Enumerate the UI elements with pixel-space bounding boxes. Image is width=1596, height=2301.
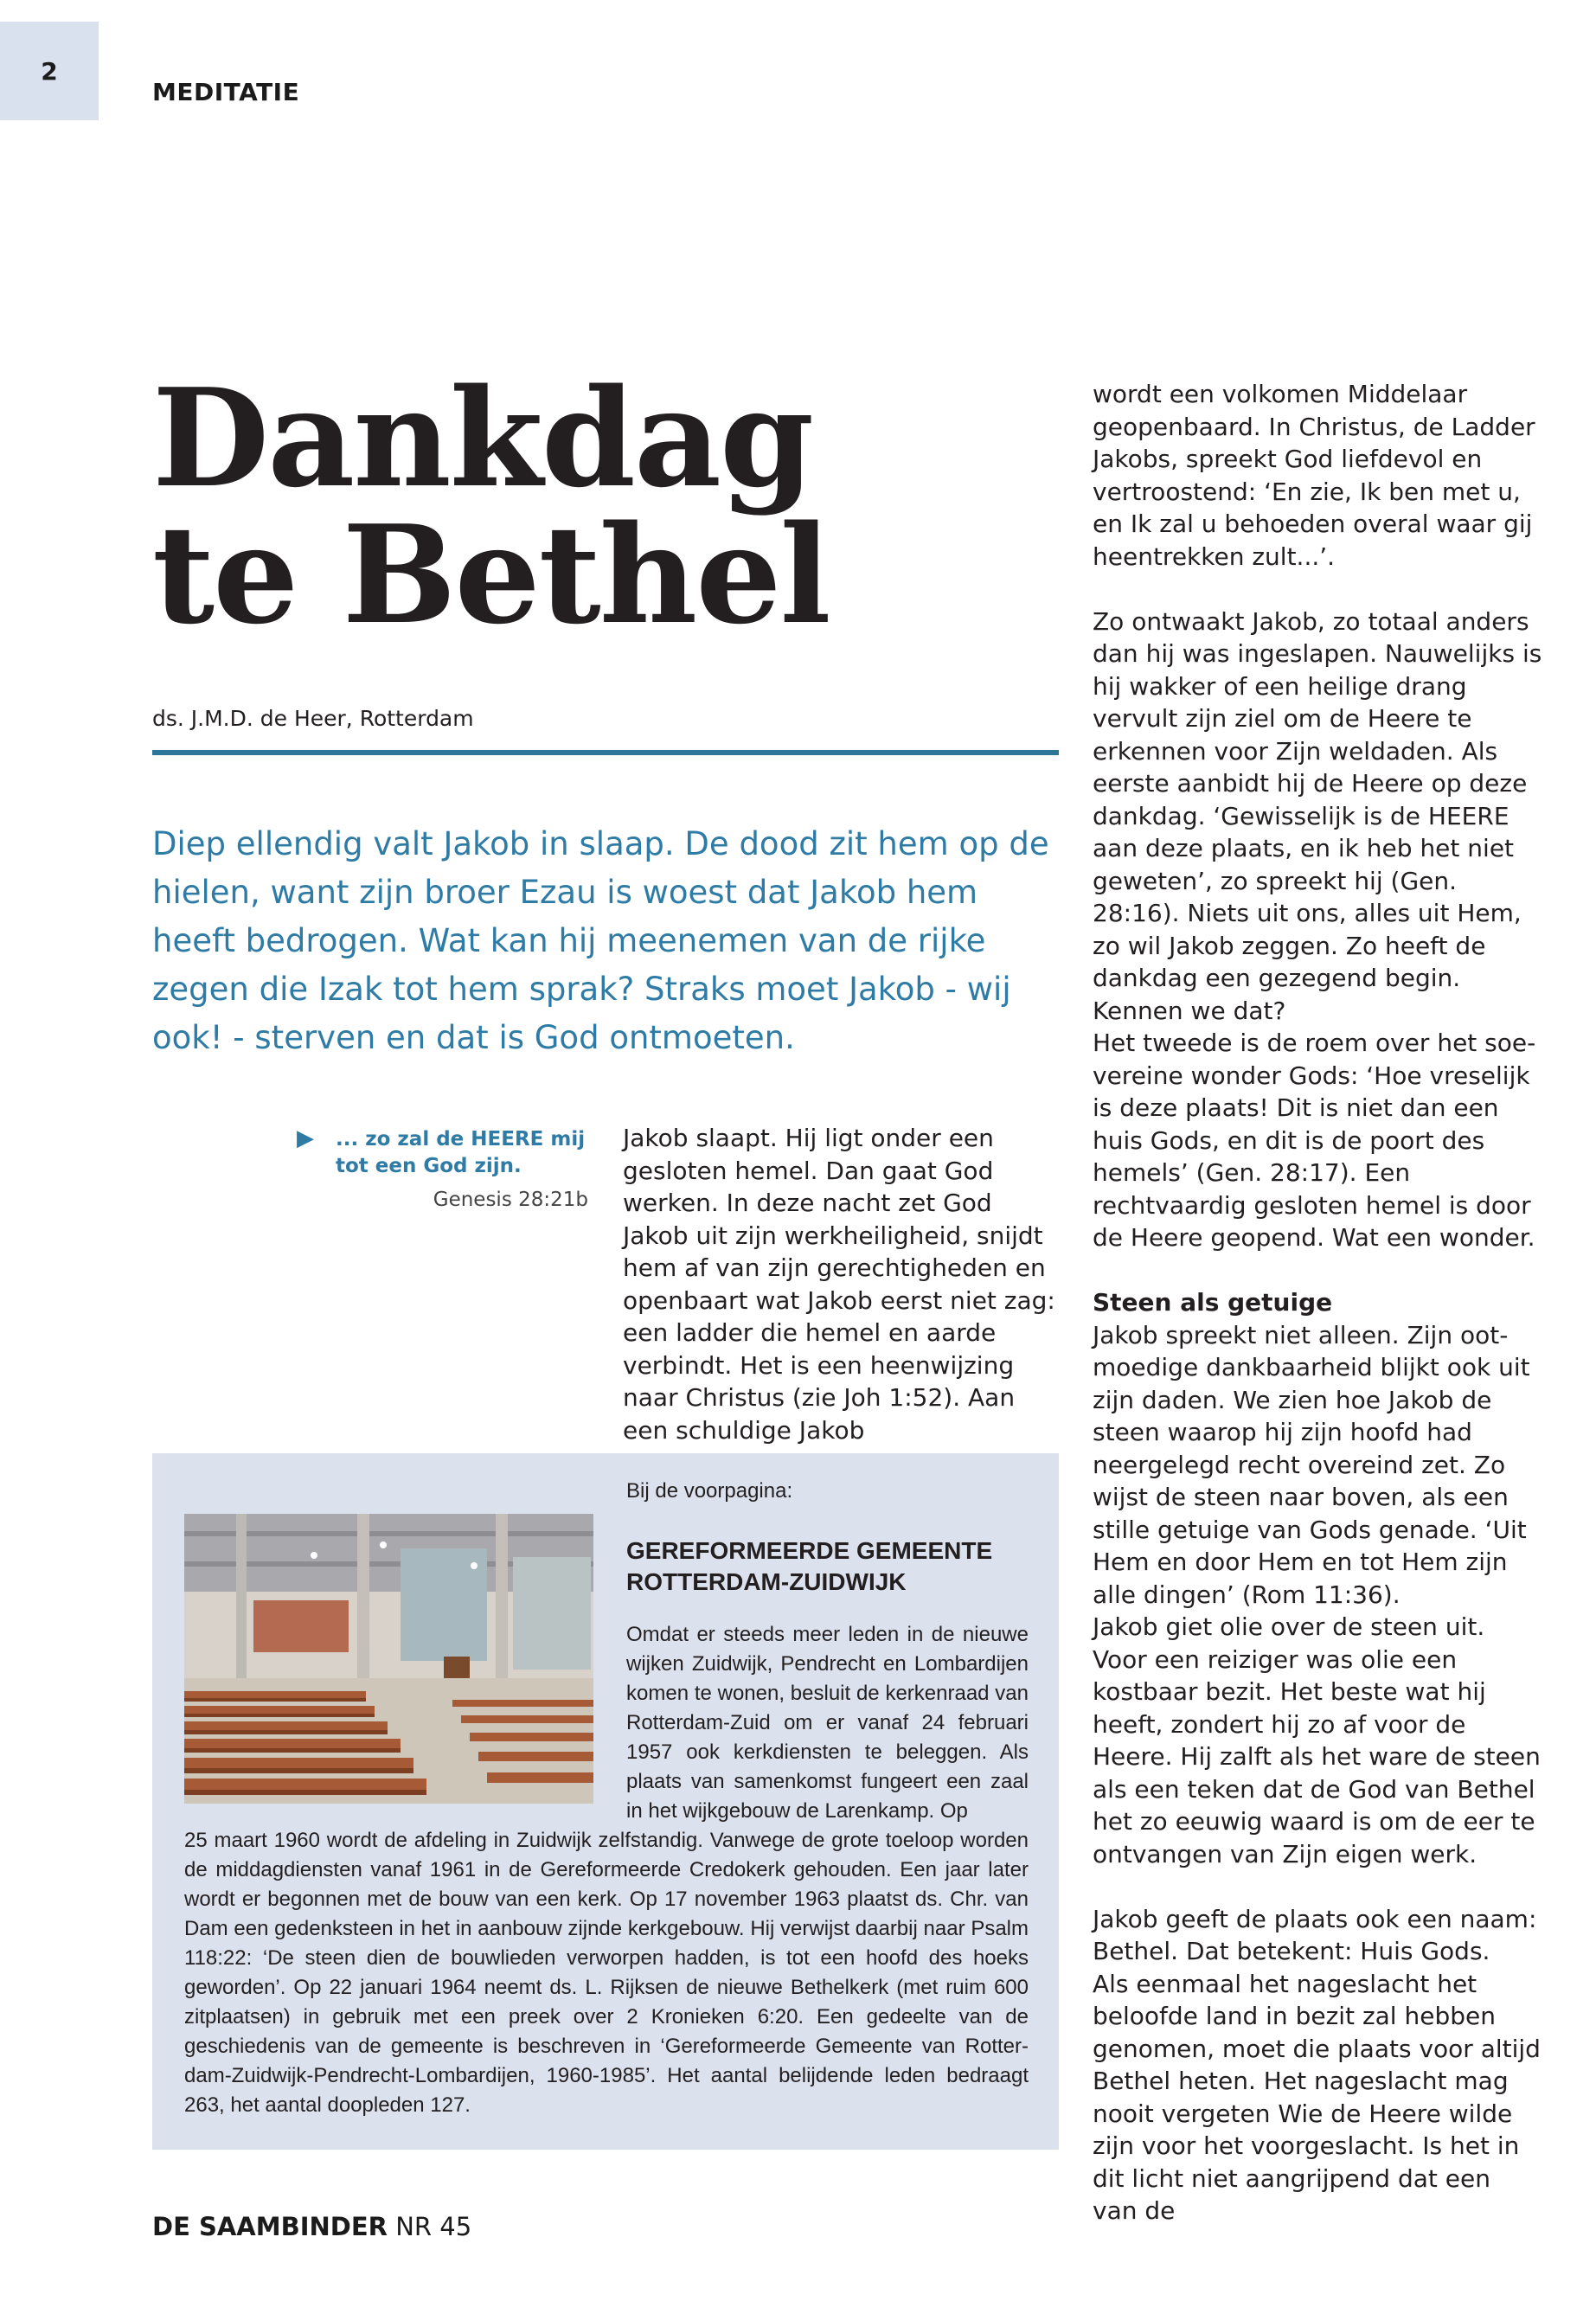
article-column-right [1093,378,1542,2227]
footer [152,2212,471,2241]
article-intro: Diep ellendig valt Jakob in slaap. De dood zit hem op de hielen, want zijn broer Ezau is woest dat Jakob hem heeft bedrogen. Wat kan hij meenemen van de rijke zegen die Izak tot hem sprak? Straks moet Jakob - wij ook! - sterven en dat is God ontmoeten. [152,825,1049,1056]
paragraph: Jakob spreekt niet alleen. Zijn ootmoedige dankbaarheid blijkt ook uit zijn daden. We zien hoe Jakob de steen waarop hij zijn hoofd had neergelegd recht overeind zet. Zo wijst de steen naar boven, als een stille getuige van Gods genade. ‘Uit Hem en door Hem en tot Hem zijn alle dingen’ (Rom 11:36). [1093,1320,1530,1609]
box-text-part2: 25 maart 1960 wordt de afdeling in Zuidwijk zelfstandig. Vanwege de grote toeloop worden de middagdiensten vanaf 1961 in de Gereformeerde Credokerk gehouden. Een jaar later wordt er begonnen met de bouw van een kerk. Op 17 november 1963 plaatst ds. Chr. van Dam een gedenksteen in het in aanbouw zijnde kerkgebouw. Hij verwijst daarbij naar Psalm 118:22: ‘De steen dien de bouwlieden verworpen hadden, is tot een hoofd des hoeks geworden’. Op 22 januari 1964 neemt ds. L. Rijksen de nieuwe Bethelkerk (met ruim 600 zitplaatsen) in gebruik met een preek over 2 Kronieken 6:20. Een gedeelte van de geschiedenis van de gemeente is beschreven in ‘Gereformeerde Gemeente van Rotterdam-Zuidwijk-Pendrecht-Lombardijen, 1960-1985’. Het aantal belijdende leden bedraagt 263, het aantal doopleden 127. [184,1829,1029,2117]
page-number-tab [0,22,99,120]
magazine-name: DE SAAMBINDER [152,2212,388,2241]
church-interior-photo [184,1514,593,1804]
paragraph: wordt een volkomen Middelaar geopenbaard. In Christus, de Ladder Jakobs, spreekt God liefdevol en vertroostend: ‘En zie, Ik ben met u, en Ik zal u behoeden overal waar gij heentrekken zult...’. [1093,380,1535,571]
paragraph: Als eenmaal het nageslacht het beloofde land in bezit zal hebben genomen, moet die plaats voor altijd Bethel heten. Het nageslacht mag nooit vergeten Wie de Heere wilde zijn voor het voorgeslacht. Is het in dit licht niet aangrijpend dat een van de [1093,1969,1541,2225]
issue-number: NR 45 [395,2212,472,2241]
box-text-part1: Omdat er steeds meer leden in de nieuwe wijken Zuidwijk, Pendrecht en Lombardijen komen te wonen, besluit de kerkenraad van Rotterdam-Zuid om er vanaf 24 februari 1957 ook kerkdiensten te beleggen. Als plaats van samenkomst fungeert een zaal in het wijkgebouw de Larenkamp. Op [626,1623,1029,1823]
play-triangle-icon: ▶ [297,1125,314,1151]
paragraph: Jakob geeft de plaats ook een naam: Bethel. Dat betekent: Huis Gods. [1093,1904,1537,1965]
article-author: ds. J.M.D. de Heer, Rotterdam [152,706,474,731]
pull-quote-reference: Genesis 28:21b [433,1189,588,1211]
title-divider [152,750,1059,755]
box-heading: GEREFORMEERDE GEMEENTE ROTTERDAM-ZUIDWIJK [626,1537,993,1595]
title-line-2: te Bethel [152,496,830,654]
title-line-1: Dankdag [152,359,813,517]
section-label: MEDITATIE [152,78,300,106]
paragraph: Het tweede is de roem over het soevereine wonder Gods: ‘Hoe vreselijk is deze plaats! Dit is niet dan een huis Gods, en dit is de poort des hemels’ (Gen. 28:17). Een rechtvaardig gesloten hemel is door de Heere geopend. Wat een wonder. [1093,1029,1536,1252]
subheading: Steen als getuige [1093,1288,1333,1317]
pull-quote: ... zo zal de HEERE mij tot een God zijn. [336,1128,586,1177]
article-column-middle: Jakob slaapt. Hij ligt onder een gesloten hemel. Dan gaat God werken. In deze nacht zet God Jakob uit zijn werkheiligheid, snijdt hem af van zijn gerechtigheden en openbaart wat Jakob eerst niet zag: een ladder die hemel en aarde verbindt. Het is een heenwijzing naar Christus (zie Joh 1:52). Aan een schuldige Jakob [623,1124,1055,1445]
page-number: 2 [41,56,58,86]
paragraph: Zo ontwaakt Jakob, zo totaal anders dan hij was ingeslapen. Nauwelijks is hij wakker of een heilige drang vervult zijn ziel om de Heere te erkennen voor Zijn weldaden. Als eerste aanbidt hij de Heere op deze dankdag. ‘Gewisselijk is de HEERE aan deze plaats, en ik heb het niet geweten’, zo spreekt hij (Gen. 28:16). Niets uit ons, alles uit Hem, zo wil Jakob zeggen. Zo heeft de dankdag een gezegend begin. Kennen we dat? [1093,606,1542,1025]
paragraph: Jakob giet olie over de steen uit. Voor een reiziger was olie een kostbaar bezit. Het beste wat hij heeft, zondert hij zo af voor de Heere. Hij zalft als het ware de steen als een teken dat de God van Bethel het zo eeuwig waard is om de eer te ontvangen van Zijn eigen werk. [1093,1612,1541,1868]
box-label: Bij de voorpagina: [626,1479,793,1503]
front-page-info-box [152,1453,1059,2150]
article-title [152,359,1061,654]
